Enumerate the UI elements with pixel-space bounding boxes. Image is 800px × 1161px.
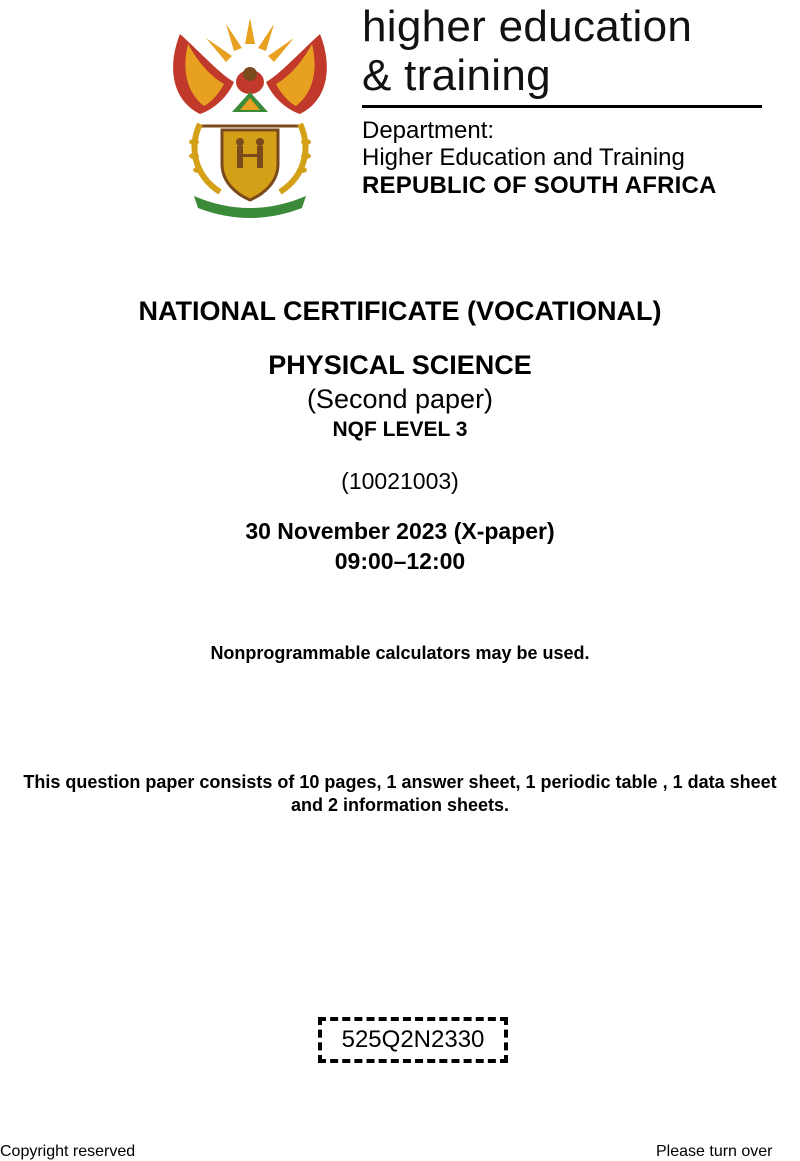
brand-divider [362,105,762,108]
paper-number: (Second paper) [306,384,494,414]
department-label: Department: [362,117,495,144]
page-count-line-2: and 2 information sheets. [290,795,510,815]
subject-code: (10021003) [341,468,459,494]
exam-date: 30 November 2023 (X-paper) [245,518,555,544]
paper-reference-code: 525Q2N2330 [318,1017,508,1063]
subject-title: PHYSICAL SCIENCE [268,350,532,380]
brand-line-1: higher education [362,2,693,51]
turn-over-notice: Please turn over [656,1143,773,1160]
country-name: REPUBLIC OF SOUTH AFRICA [362,172,717,199]
certificate-title: NATIONAL CERTIFICATE (VOCATIONAL) [138,296,662,326]
nqf-level: NQF LEVEL 3 [332,418,468,441]
department-name: Higher Education and Training [362,144,685,171]
brand-line-2: & training [362,51,551,100]
copyright-notice: Copyright reserved [0,1143,136,1160]
page-count-line-1: This question paper consists of 10 pages, 1 answer sheet, 1 periodic table , 1 data sheet [23,772,777,792]
calculator-instruction: Nonprogrammable calculators may be used. [210,643,590,663]
exam-time: 09:00–12:00 [334,548,466,574]
coat-of-arms-icon [160,14,340,220]
